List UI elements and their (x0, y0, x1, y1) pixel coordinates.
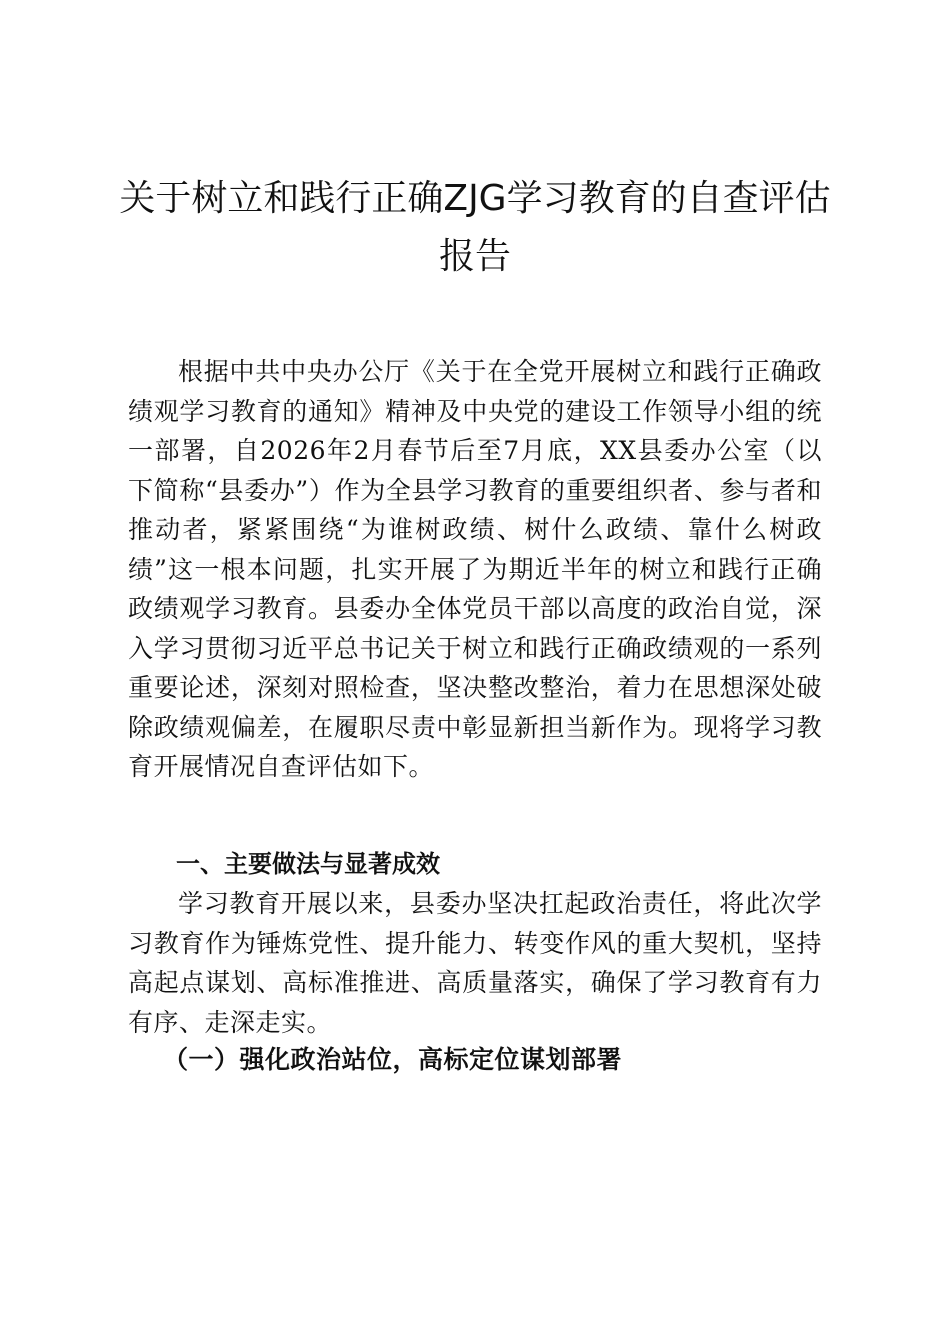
intro-paragraph: 根据中共中央办公厅《关于在全党开展树立和践行正确政绩观学习教育的通知》精神及中央党的建设工作领导小组的统一部署，自2026年2月春节后至7月底，XX县委办公室（以下简称“县委办”）作为全县学习教育的重要组织者、参与者和推动者，紧紧围绕“为谁树政绩、树什么政绩、靠什么树政绩”这一根本问题，扎实开展了为期近半年的树立和践行正确政绩观学习教育。县委办全体党员干部以高度的政治自觉，深入学习贯彻习近平总书记关于树立和践行正确政绩观的一系列重要论述，深刻对照检查，坚决整改整治，着力在思想深处破除政绩观偏差，在履职尽责中彰显新担当新作为。现将学习教育开展情况自查评估如下。 (128, 357, 822, 781)
subsection-heading: （一）强化政治站位，高标定位谋划部署 (163, 1045, 623, 1074)
document-title (100, 170, 850, 286)
section-paragraph: 学习教育开展以来，县委办坚决扛起政治责任，将此次学习教育作为锤炼党性、提升能力、转变作风的重大契机，坚持高起点谋划、高标准推进、高质量落实，确保了学习教育有力有序、走深走实。 (128, 889, 822, 1037)
document-title-line2: 报告 (438, 236, 511, 277)
section-heading: 一、主要做法与显著成效 (176, 850, 440, 878)
document-title-line1: 关于树立和践行正确ZJG学习教育的自查评估 (119, 178, 831, 219)
